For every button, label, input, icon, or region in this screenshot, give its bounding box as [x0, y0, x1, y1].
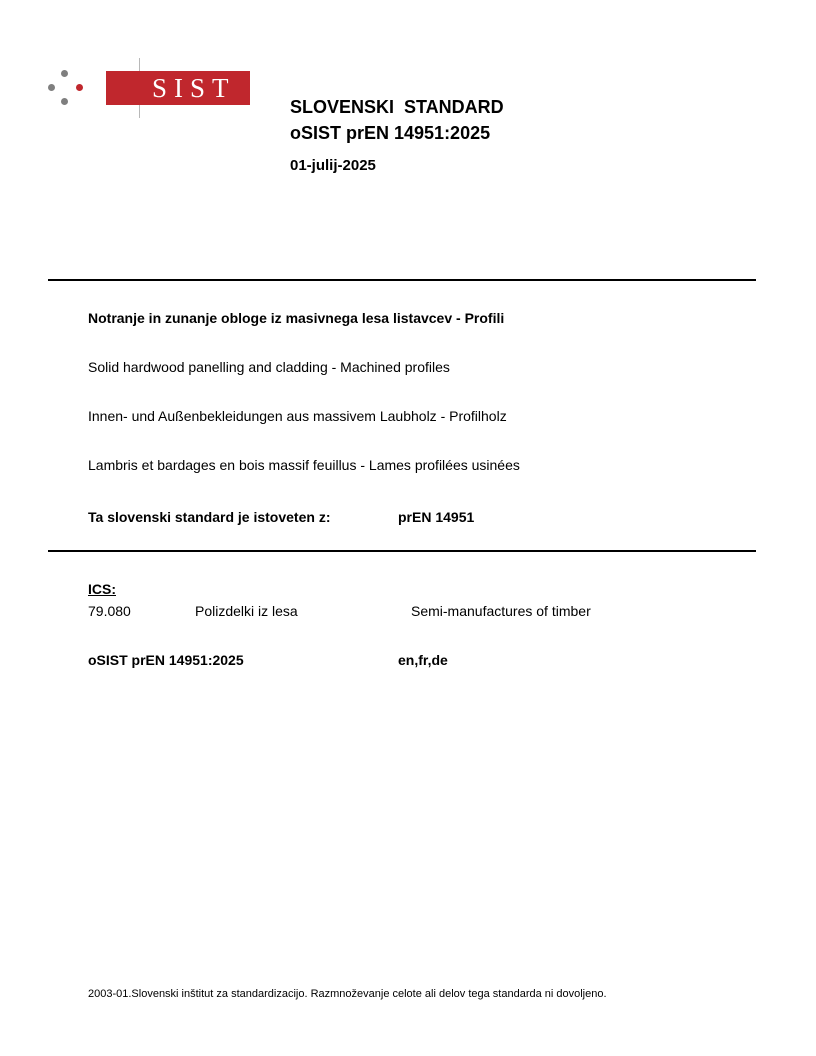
standard-code: oSIST prEN 14951:2025 [290, 123, 491, 143]
title-slovenian: Notranje in zunanje obloge iz masivnega lesa listavcev - Profili [88, 310, 505, 326]
logo-dot [61, 70, 68, 77]
copyright-footer: 2003-01.Slovenski inštitut za standardizacijo. Razmnoževanje celote ali delov tega standarda ni dovoljeno. [88, 988, 607, 1000]
ics-code: 79.080 [88, 603, 131, 619]
logo-wordmark: SIST [106, 71, 250, 105]
logo-dot [48, 84, 55, 91]
top-divider [48, 279, 756, 281]
identical-value: prEN 14951 [398, 509, 475, 525]
identical-label: Ta slovenski standard je istoveten z: [88, 509, 331, 525]
bottom-divider [48, 550, 756, 552]
ics-slovenian: Polizdelki iz lesa [195, 603, 298, 619]
logo-dot-red [76, 84, 83, 91]
designation-code: oSIST prEN 14951:2025 [88, 652, 244, 668]
title-english: Solid hardwood panelling and cladding - Machined profiles [88, 359, 450, 375]
sist-logo [46, 58, 236, 120]
title-german: Innen- und Außenbekleidungen aus massivem Laubholz - Profilholz [88, 408, 507, 424]
ics-english: Semi-manufactures of timber [411, 603, 591, 619]
document-header [290, 94, 504, 174]
publication-date: 01-julij-2025 [290, 157, 376, 174]
ics-heading: ICS: [88, 581, 116, 597]
title-french: Lambris et bardages en bois massif feuillus - Lames profilées usinées [88, 457, 520, 473]
designation-languages: en,fr,de [398, 652, 448, 668]
standard-type: SLOVENSKI STANDARD [290, 97, 504, 117]
logo-dot [61, 98, 68, 105]
